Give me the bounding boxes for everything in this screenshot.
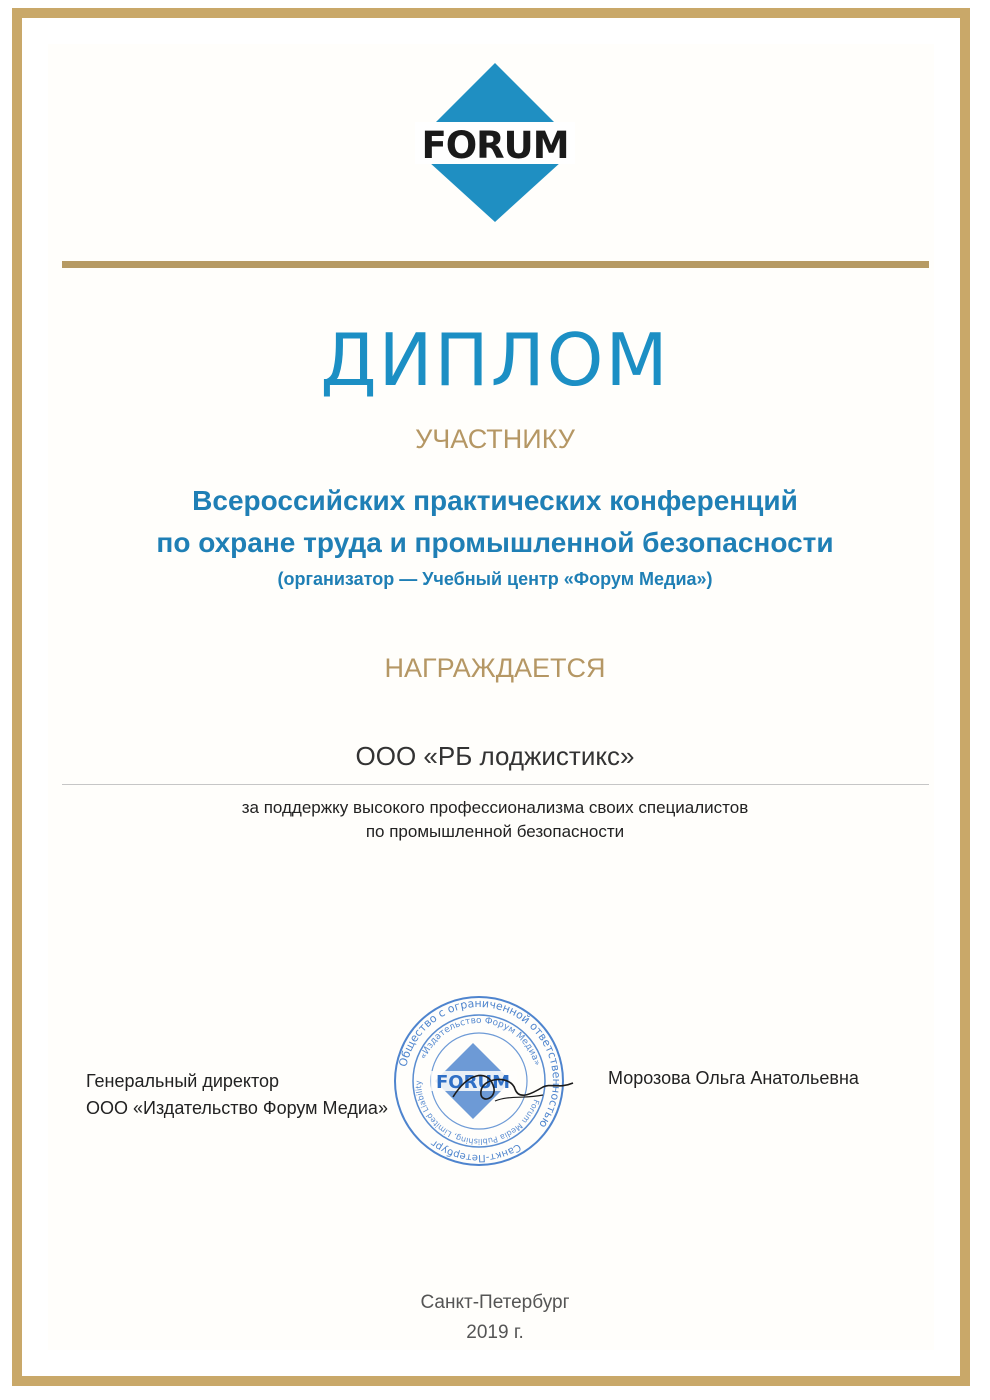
stamp-english-text: Forum Media Publishing, Limited Liability (413, 1080, 541, 1147)
signatory-name: Морозова Ольга Анатольевна (608, 1068, 859, 1088)
signatory-organization: ООО «Издательство Форум Медиа» (86, 1098, 388, 1118)
footer (0, 1288, 990, 1348)
stamp-city-text: Санкт-Петербург (428, 1136, 523, 1164)
conference-line-2: по охране труда и промышленной безопасности (156, 527, 834, 558)
participant-subtitle: УЧАСТНИКУ (415, 424, 575, 454)
signatory-position: Генеральный директор (86, 1071, 280, 1091)
conference-block (0, 480, 990, 594)
conference-line-1: Всероссийских практических конференций (192, 485, 798, 516)
forum-logo (415, 60, 575, 225)
footer-year: 2019 г. (466, 1322, 524, 1343)
organizer-line: (организатор — Учебный центр «Форум Медиа») (277, 569, 713, 589)
stamp-logo-text: FORUM (436, 1072, 510, 1093)
award-reason (0, 796, 990, 844)
stamp-outer-text: Общество с ограниченной ответственностью (396, 996, 564, 1131)
diploma-title: ДИПЛОМ (320, 318, 670, 402)
top-divider (62, 261, 929, 268)
recipient-name: ООО «РБ лоджистикс» (355, 741, 635, 771)
reason-line-1: за поддержку высокого профессионализма своих специалистов (241, 798, 749, 817)
recipient-underline (62, 784, 929, 785)
signatory-title (86, 1068, 388, 1122)
awarded-heading: НАГРАЖДАЕТСЯ (384, 653, 606, 683)
company-stamp (383, 995, 575, 1167)
stamp-inner-text: «Издательство Форум Медиа» (418, 1015, 542, 1068)
reason-line-2: по промышленной безопасности (365, 822, 625, 841)
forum-logo-text: FORUM (421, 124, 569, 167)
footer-city: Санкт-Петербург (420, 1292, 570, 1313)
